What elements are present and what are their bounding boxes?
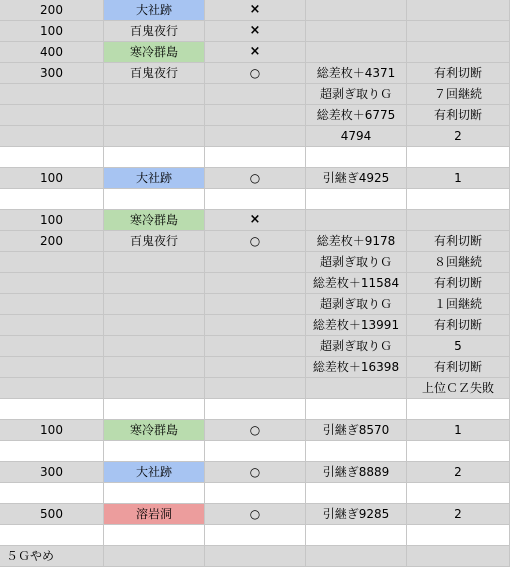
note-cell[interactable]: ７回継続	[407, 84, 510, 105]
bet-cell[interactable]	[0, 525, 104, 546]
note-cell[interactable]	[407, 147, 510, 168]
bet-cell[interactable]	[0, 378, 104, 399]
bet-cell[interactable]: 200	[0, 0, 104, 21]
table-row	[0, 273, 510, 294]
table-row	[0, 189, 510, 210]
result-cell[interactable]: ○	[205, 462, 306, 483]
stage-cell[interactable]	[104, 357, 205, 378]
bet-cell[interactable]	[0, 126, 104, 147]
result-cell[interactable]: ○	[205, 420, 306, 441]
note-cell[interactable]	[407, 189, 510, 210]
table-row	[0, 462, 510, 483]
note-cell[interactable]: １回継続	[407, 294, 510, 315]
result-cell[interactable]	[205, 399, 306, 420]
result-cell[interactable]	[205, 336, 306, 357]
result-cell[interactable]: ×	[205, 210, 306, 231]
note-cell[interactable]: 有利切断	[407, 231, 510, 252]
detail-cell[interactable]: 総差枚＋9178	[306, 231, 407, 252]
stage-cell[interactable]	[104, 546, 205, 567]
bet-cell[interactable]: 200	[0, 231, 104, 252]
result-cell[interactable]: ×	[205, 0, 306, 21]
note-cell[interactable]	[407, 0, 510, 21]
table-row	[0, 294, 510, 315]
bet-cell[interactable]: 300	[0, 63, 104, 84]
note-cell[interactable]: 有利切断	[407, 63, 510, 84]
stage-cell[interactable]	[104, 84, 205, 105]
detail-cell[interactable]: 超剥ぎ取りＧ	[306, 84, 407, 105]
detail-cell[interactable]: 超剥ぎ取りＧ	[306, 336, 407, 357]
table-row	[0, 42, 510, 63]
detail-cell[interactable]	[306, 546, 407, 567]
detail-cell[interactable]: 総差枚＋11584	[306, 273, 407, 294]
result-cell[interactable]	[205, 378, 306, 399]
note-cell[interactable]	[407, 525, 510, 546]
bet-cell[interactable]: 100	[0, 210, 104, 231]
bet-cell[interactable]: 400	[0, 42, 104, 63]
stage-cell[interactable]: 寒冷群島	[104, 42, 205, 63]
detail-cell[interactable]	[306, 189, 407, 210]
table-row	[0, 357, 510, 378]
result-cell[interactable]	[205, 252, 306, 273]
table-row	[0, 231, 510, 252]
result-cell[interactable]: ○	[205, 231, 306, 252]
note-cell[interactable]	[407, 546, 510, 567]
detail-cell[interactable]: 総差枚＋4371	[306, 63, 407, 84]
result-cell[interactable]	[205, 84, 306, 105]
table-row	[0, 147, 510, 168]
bet-cell[interactable]: ５Ｇやめ	[0, 546, 104, 567]
note-cell[interactable]	[407, 441, 510, 462]
stage-cell[interactable]	[104, 525, 205, 546]
bet-cell[interactable]	[0, 315, 104, 336]
detail-cell[interactable]: 超剥ぎ取りＧ	[306, 294, 407, 315]
bet-cell[interactable]	[0, 84, 104, 105]
result-cell[interactable]	[205, 294, 306, 315]
note-cell[interactable]: 有利切断	[407, 357, 510, 378]
stage-cell[interactable]	[104, 315, 205, 336]
result-cell[interactable]	[205, 189, 306, 210]
stage-cell[interactable]	[104, 147, 205, 168]
note-cell[interactable]: ８回継続	[407, 252, 510, 273]
detail-cell[interactable]	[306, 147, 407, 168]
note-cell[interactable]: 2	[407, 126, 510, 147]
detail-cell[interactable]: 引継ぎ8570	[306, 420, 407, 441]
bet-cell[interactable]: 500	[0, 504, 104, 525]
stage-cell[interactable]	[104, 189, 205, 210]
detail-cell[interactable]	[306, 441, 407, 462]
stage-cell[interactable]: 百鬼夜行	[104, 21, 205, 42]
bet-cell[interactable]	[0, 336, 104, 357]
result-cell[interactable]: ○	[205, 168, 306, 189]
note-cell[interactable]: 上位ＣＺ失敗	[407, 378, 510, 399]
result-cell[interactable]	[205, 546, 306, 567]
table-row	[0, 63, 510, 84]
stage-cell[interactable]	[104, 105, 205, 126]
note-cell[interactable]	[407, 210, 510, 231]
bet-cell[interactable]	[0, 294, 104, 315]
table-row	[0, 525, 510, 546]
stage-cell[interactable]	[104, 483, 205, 504]
detail-cell[interactable]: 総差枚＋13991	[306, 315, 407, 336]
result-cell[interactable]	[205, 105, 306, 126]
result-cell[interactable]: ×	[205, 21, 306, 42]
table-row	[0, 336, 510, 357]
stage-cell[interactable]: 百鬼夜行	[104, 231, 205, 252]
detail-cell[interactable]: 引継ぎ9285	[306, 504, 407, 525]
stage-cell[interactable]	[104, 294, 205, 315]
note-cell[interactable]	[407, 483, 510, 504]
detail-cell[interactable]	[306, 378, 407, 399]
result-cell[interactable]	[205, 273, 306, 294]
detail-cell[interactable]	[306, 42, 407, 63]
note-cell[interactable]: 2	[407, 462, 510, 483]
note-cell[interactable]: 1	[407, 168, 510, 189]
note-cell[interactable]	[407, 42, 510, 63]
note-cell[interactable]	[407, 399, 510, 420]
table-row	[0, 378, 510, 399]
bet-cell[interactable]: 100	[0, 168, 104, 189]
stage-cell[interactable]: 寒冷群島	[104, 210, 205, 231]
note-cell[interactable]	[407, 21, 510, 42]
detail-cell[interactable]: 超剥ぎ取りＧ	[306, 252, 407, 273]
stage-cell[interactable]	[104, 378, 205, 399]
table-row	[0, 105, 510, 126]
stage-cell[interactable]	[104, 441, 205, 462]
table-row	[0, 504, 510, 525]
result-cell[interactable]	[205, 441, 306, 462]
stage-cell[interactable]	[104, 126, 205, 147]
table-row	[0, 126, 510, 147]
table-row	[0, 441, 510, 462]
table-row	[0, 399, 510, 420]
bet-cell[interactable]: 100	[0, 420, 104, 441]
bet-cell[interactable]	[0, 147, 104, 168]
result-cell[interactable]	[205, 483, 306, 504]
detail-cell[interactable]: 総差枚＋16398	[306, 357, 407, 378]
note-cell[interactable]: 有利切断	[407, 273, 510, 294]
detail-cell[interactable]: 引継ぎ4925	[306, 168, 407, 189]
bet-cell[interactable]	[0, 483, 104, 504]
bet-cell[interactable]: 100	[0, 21, 104, 42]
note-cell[interactable]: 有利切断	[407, 315, 510, 336]
detail-cell[interactable]: 4794	[306, 126, 407, 147]
bet-cell[interactable]	[0, 189, 104, 210]
table-row	[0, 84, 510, 105]
table-row	[0, 210, 510, 231]
bet-cell[interactable]	[0, 273, 104, 294]
result-cell[interactable]	[205, 525, 306, 546]
result-cell[interactable]	[205, 147, 306, 168]
detail-cell[interactable]	[306, 399, 407, 420]
table-row	[0, 315, 510, 336]
bet-cell[interactable]	[0, 105, 104, 126]
note-cell[interactable]: 有利切断	[407, 105, 510, 126]
result-cell[interactable]	[205, 357, 306, 378]
note-cell[interactable]: 1	[407, 420, 510, 441]
table-row	[0, 483, 510, 504]
table-row	[0, 546, 510, 567]
stage-cell[interactable]: 大社跡	[104, 0, 205, 21]
detail-cell[interactable]	[306, 483, 407, 504]
detail-cell[interactable]: 引継ぎ8889	[306, 462, 407, 483]
stage-cell[interactable]: 寒冷群島	[104, 420, 205, 441]
table-row	[0, 0, 510, 21]
detail-cell[interactable]	[306, 210, 407, 231]
stage-cell[interactable]	[104, 336, 205, 357]
bet-cell[interactable]	[0, 357, 104, 378]
bet-cell[interactable]: 300	[0, 462, 104, 483]
stage-cell[interactable]: 百鬼夜行	[104, 63, 205, 84]
result-cell[interactable]: ×	[205, 42, 306, 63]
stage-cell[interactable]: 溶岩洞	[104, 504, 205, 525]
detail-cell[interactable]	[306, 525, 407, 546]
stage-cell[interactable]	[104, 252, 205, 273]
result-cell[interactable]	[205, 315, 306, 336]
detail-cell[interactable]: 総差枚＋6775	[306, 105, 407, 126]
table-row	[0, 21, 510, 42]
note-cell[interactable]: 5	[407, 336, 510, 357]
table-row	[0, 168, 510, 189]
detail-cell[interactable]	[306, 0, 407, 21]
bet-cell[interactable]	[0, 252, 104, 273]
bet-cell[interactable]	[0, 441, 104, 462]
stage-cell[interactable]: 大社跡	[104, 168, 205, 189]
result-cell[interactable]	[205, 126, 306, 147]
table-row	[0, 252, 510, 273]
result-cell[interactable]: ○	[205, 63, 306, 84]
bet-cell[interactable]	[0, 399, 104, 420]
note-cell[interactable]: 2	[407, 504, 510, 525]
table-row	[0, 420, 510, 441]
stage-cell[interactable]	[104, 399, 205, 420]
stage-cell[interactable]: 大社跡	[104, 462, 205, 483]
stage-cell[interactable]	[104, 273, 205, 294]
result-cell[interactable]: ○	[205, 504, 306, 525]
detail-cell[interactable]	[306, 21, 407, 42]
